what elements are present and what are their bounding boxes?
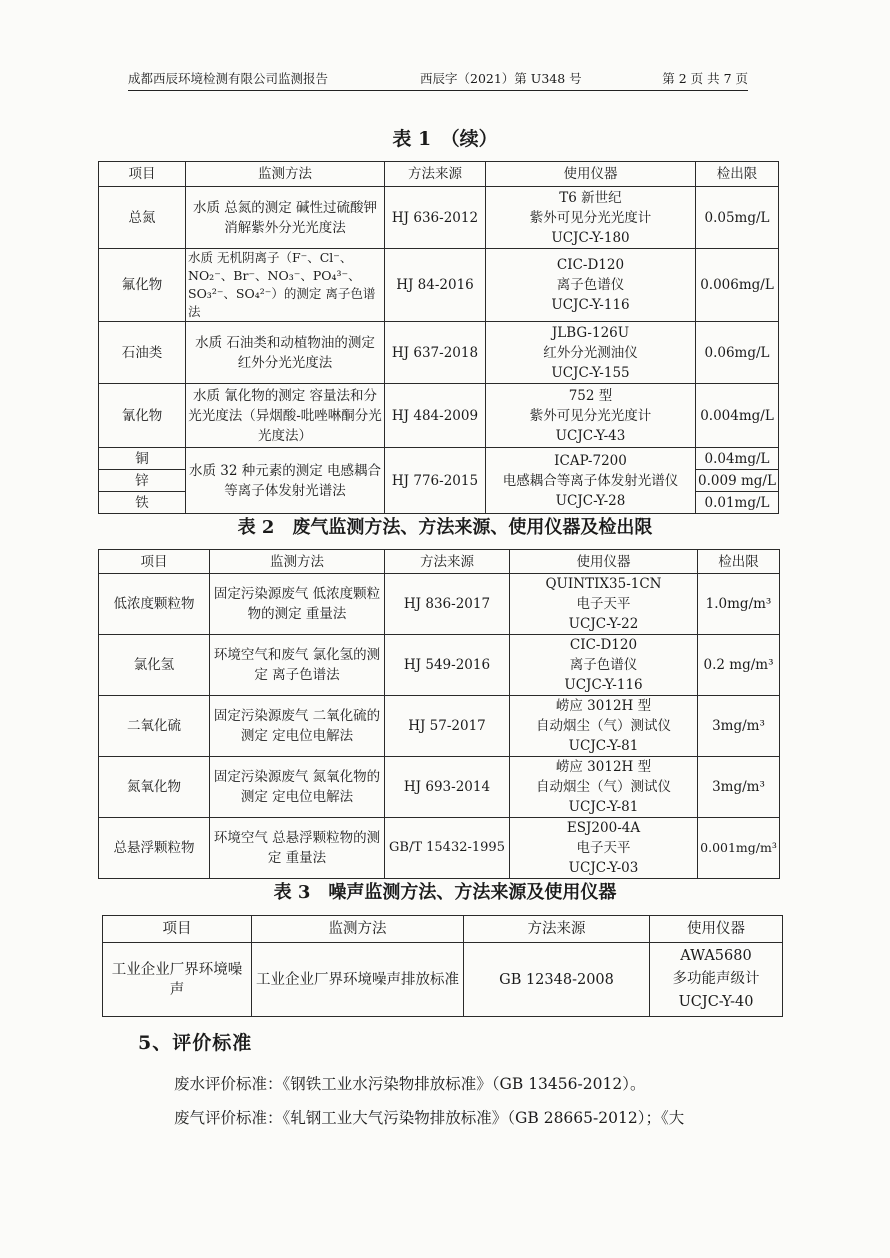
- page-number: 第 2 页 共 7 页: [662, 71, 748, 86]
- instrument-name: 电子天平: [576, 596, 631, 612]
- instrument-model: CIC-D120: [569, 637, 638, 653]
- instrument-name: 紫外可见分光光度计: [529, 209, 652, 226]
- exhaust-standard-paragraph: 废气评价标准：《轧钢工业大气污染物排放标准》（GB 28665-2012）；《大: [174, 1109, 685, 1127]
- limit-cell: 3mg/m³: [698, 757, 780, 818]
- method-cell: 环境空气和废气 氯化氢的测定 离子色谱法: [210, 635, 385, 696]
- instrument-name: 自动烟尘（气）测试仪: [536, 779, 671, 795]
- item-cell: 总氮: [99, 187, 186, 249]
- source-cell: HJ 57-2017: [385, 696, 510, 757]
- instrument-cell: [486, 384, 696, 448]
- limit-cell: 0.04mg/L: [696, 448, 779, 470]
- table2-title: 表 2 废气监测方法、方法来源、使用仪器及检出限: [237, 517, 653, 538]
- table-row: [99, 635, 780, 696]
- limit-cell: 3mg/m³: [698, 696, 780, 757]
- instrument-name: 多功能声级计: [672, 971, 760, 987]
- instrument-id: UCJC-Y-180: [551, 229, 630, 246]
- table2-header-limit: 检出限: [698, 550, 780, 574]
- source-cell: GB 12348-2008: [464, 943, 650, 1017]
- table2-header-instrument: 使用仪器: [510, 550, 698, 574]
- table1-header-method: 监测方法: [186, 162, 385, 187]
- instrument-cell: [510, 574, 698, 635]
- table1-header-instrument: 使用仪器: [486, 162, 696, 187]
- table-row: [99, 696, 780, 757]
- table3: [102, 915, 783, 1017]
- method-cell: 水质 无机阴离子（F⁻、Cl⁻、NO₂⁻、Br⁻、NO₃⁻、PO₄³⁻、SO₃²⁻、SO₄²⁻）的测定 离子色谱法: [186, 249, 385, 322]
- source-cell: HJ 776-2015: [385, 448, 486, 514]
- limit-cell: 0.05mg/L: [696, 187, 779, 249]
- method-cell: 固定污染源废气 低浓度颗粒物的测定 重量法: [210, 574, 385, 635]
- instrument-name: 紫外可见分光光度计: [529, 407, 652, 424]
- instrument-model: CIC-D120: [556, 257, 625, 273]
- source-cell: HJ 636-2012: [385, 187, 486, 249]
- table-row: [99, 384, 779, 448]
- instrument-cell: [486, 187, 696, 249]
- page-header: [128, 68, 748, 91]
- item-cell: 石油类: [99, 322, 186, 384]
- method-cell: 水质 总氮的测定 碱性过硫酸钾消解紫外分光光度法: [186, 187, 385, 249]
- limit-cell: 0.004mg/L: [696, 384, 779, 448]
- instrument-model: QUINTIX35-1CN: [545, 576, 662, 592]
- source-cell: HJ 549-2016: [385, 635, 510, 696]
- table1-header-limit: 检出限: [696, 162, 779, 187]
- table2-header-method: 监测方法: [210, 550, 385, 574]
- table1: [98, 161, 779, 514]
- item-cell: 锌: [99, 470, 186, 492]
- method-cell: 环境空气 总悬浮颗粒物的测定 重量法: [210, 818, 385, 879]
- table3-header-item: 项目: [103, 916, 252, 943]
- instrument-id: UCJC-Y-40: [678, 994, 754, 1010]
- table-row: [99, 818, 780, 879]
- instrument-cell: [510, 696, 698, 757]
- item-cell: 铁: [99, 492, 186, 514]
- instrument-name: 离子色谱仪: [569, 657, 638, 673]
- instrument-cell: [510, 635, 698, 696]
- table-row: [99, 574, 780, 635]
- method-cell: 固定污染源废气 二氧化硫的测定 定电位电解法: [210, 696, 385, 757]
- instrument-model: ESJ200-4A: [566, 820, 641, 836]
- method-cell: 水质 氰化物的测定 容量法和分光光度法（异烟酸-吡唑啉酮分光光度法）: [186, 384, 385, 448]
- table3-header-method: 监测方法: [252, 916, 464, 943]
- item-cell: 二氧化硫: [99, 696, 210, 757]
- table-row: [99, 448, 779, 470]
- instrument-cell: [486, 448, 696, 514]
- instrument-id: UCJC-Y-155: [551, 364, 630, 381]
- method-cell: 固定污染源废气 氮氧化物的测定 定电位电解法: [210, 757, 385, 818]
- table-row: [99, 187, 779, 249]
- item-cell: 总悬浮颗粒物: [99, 818, 210, 879]
- instrument-id: UCJC-Y-43: [555, 427, 626, 444]
- table3-header-row: [103, 916, 783, 943]
- instrument-id: UCJC-Y-116: [564, 677, 643, 693]
- instrument-model: 崂应 3012H 型: [555, 698, 652, 714]
- instrument-cell: [650, 943, 783, 1017]
- instrument-name: 离子色谱仪: [556, 277, 625, 293]
- instrument-model: JLBG-126U: [551, 324, 630, 341]
- instrument-model: 752 型: [568, 387, 613, 404]
- instrument-id: UCJC-Y-81: [568, 799, 639, 815]
- instrument-name: 红外分光测油仪: [543, 344, 638, 361]
- table2-header-row: [99, 550, 780, 574]
- instrument-name: 电子天平: [576, 840, 631, 856]
- instrument-name: 电感耦合等离子体发射光谱仪: [502, 472, 679, 489]
- item-cell: 铜: [99, 448, 186, 470]
- instrument-id: UCJC-Y-22: [568, 616, 639, 632]
- source-cell: HJ 693-2014: [385, 757, 510, 818]
- table3-header-source: 方法来源: [464, 916, 650, 943]
- limit-cell: 0.2 mg/m³: [698, 635, 780, 696]
- instrument-model: ICAP-7200: [554, 452, 627, 469]
- limit-cell: 0.006mg/L: [696, 249, 779, 322]
- instrument-id: UCJC-Y-116: [551, 297, 630, 313]
- company-name: 成都西辰环境检测有限公司监测报告: [128, 71, 329, 86]
- section-title: 5、评价标准: [138, 1032, 253, 1054]
- table3-header-instrument: 使用仪器: [650, 916, 783, 943]
- instrument-name: 自动烟尘（气）测试仪: [536, 718, 671, 734]
- table1-header-item: 项目: [99, 162, 186, 187]
- source-cell: GB/T 15432-1995: [385, 818, 510, 879]
- source-cell: HJ 836-2017: [385, 574, 510, 635]
- table-row: [99, 757, 780, 818]
- instrument-id: UCJC-Y-81: [568, 738, 639, 754]
- limit-cell: 0.001mg/m³: [698, 818, 780, 879]
- item-cell: 氯化氢: [99, 635, 210, 696]
- instrument-cell: [486, 249, 696, 322]
- item-cell: 氮氧化物: [99, 757, 210, 818]
- source-cell: HJ 84-2016: [385, 249, 486, 322]
- report-number: 西辰字（2021）第 U348 号: [420, 71, 582, 86]
- item-cell: 工业企业厂界环境噪声: [103, 943, 252, 1017]
- instrument-cell: [510, 757, 698, 818]
- table-row: [99, 322, 779, 384]
- table1-header-row: [99, 162, 779, 187]
- method-cell: 水质 32 种元素的测定 电感耦合等离子体发射光谱法: [186, 448, 385, 514]
- source-cell: HJ 484-2009: [385, 384, 486, 448]
- wastewater-standard-paragraph: 废水评价标准：《钢铁工业水污染物排放标准》（GB 13456-2012）。: [174, 1075, 646, 1093]
- limit-cell: 0.01mg/L: [696, 492, 779, 514]
- source-cell: HJ 637-2018: [385, 322, 486, 384]
- item-cell: 氟化物: [99, 249, 186, 322]
- method-cell: 水质 石油类和动植物油的测定 红外分光光度法: [186, 322, 385, 384]
- instrument-id: UCJC-Y-03: [568, 860, 639, 876]
- instrument-cell: [486, 322, 696, 384]
- instrument-model: 崂应 3012H 型: [555, 759, 652, 775]
- table1-header-source: 方法来源: [385, 162, 486, 187]
- instrument-id: UCJC-Y-28: [555, 492, 626, 509]
- limit-cell: 0.06mg/L: [696, 322, 779, 384]
- instrument-model: AWA5680: [680, 948, 752, 964]
- item-cell: 低浓度颗粒物: [99, 574, 210, 635]
- table-row: [103, 943, 783, 1017]
- table2: [98, 549, 780, 879]
- table3-title: 表 3 噪声监测方法、方法来源及使用仪器: [273, 882, 617, 903]
- item-cell: 氰化物: [99, 384, 186, 448]
- table2-header-item: 项目: [99, 550, 210, 574]
- table-row: [99, 249, 779, 322]
- limit-cell: 1.0mg/m³: [698, 574, 780, 635]
- instrument-cell: [510, 818, 698, 879]
- limit-cell: 0.009 mg/L: [696, 470, 779, 492]
- instrument-model: T6 新世纪: [559, 189, 622, 206]
- table1-title: 表 1 （续）: [392, 128, 498, 150]
- method-cell: 工业企业厂界环境噪声排放标准: [252, 943, 464, 1017]
- table2-header-source: 方法来源: [385, 550, 510, 574]
